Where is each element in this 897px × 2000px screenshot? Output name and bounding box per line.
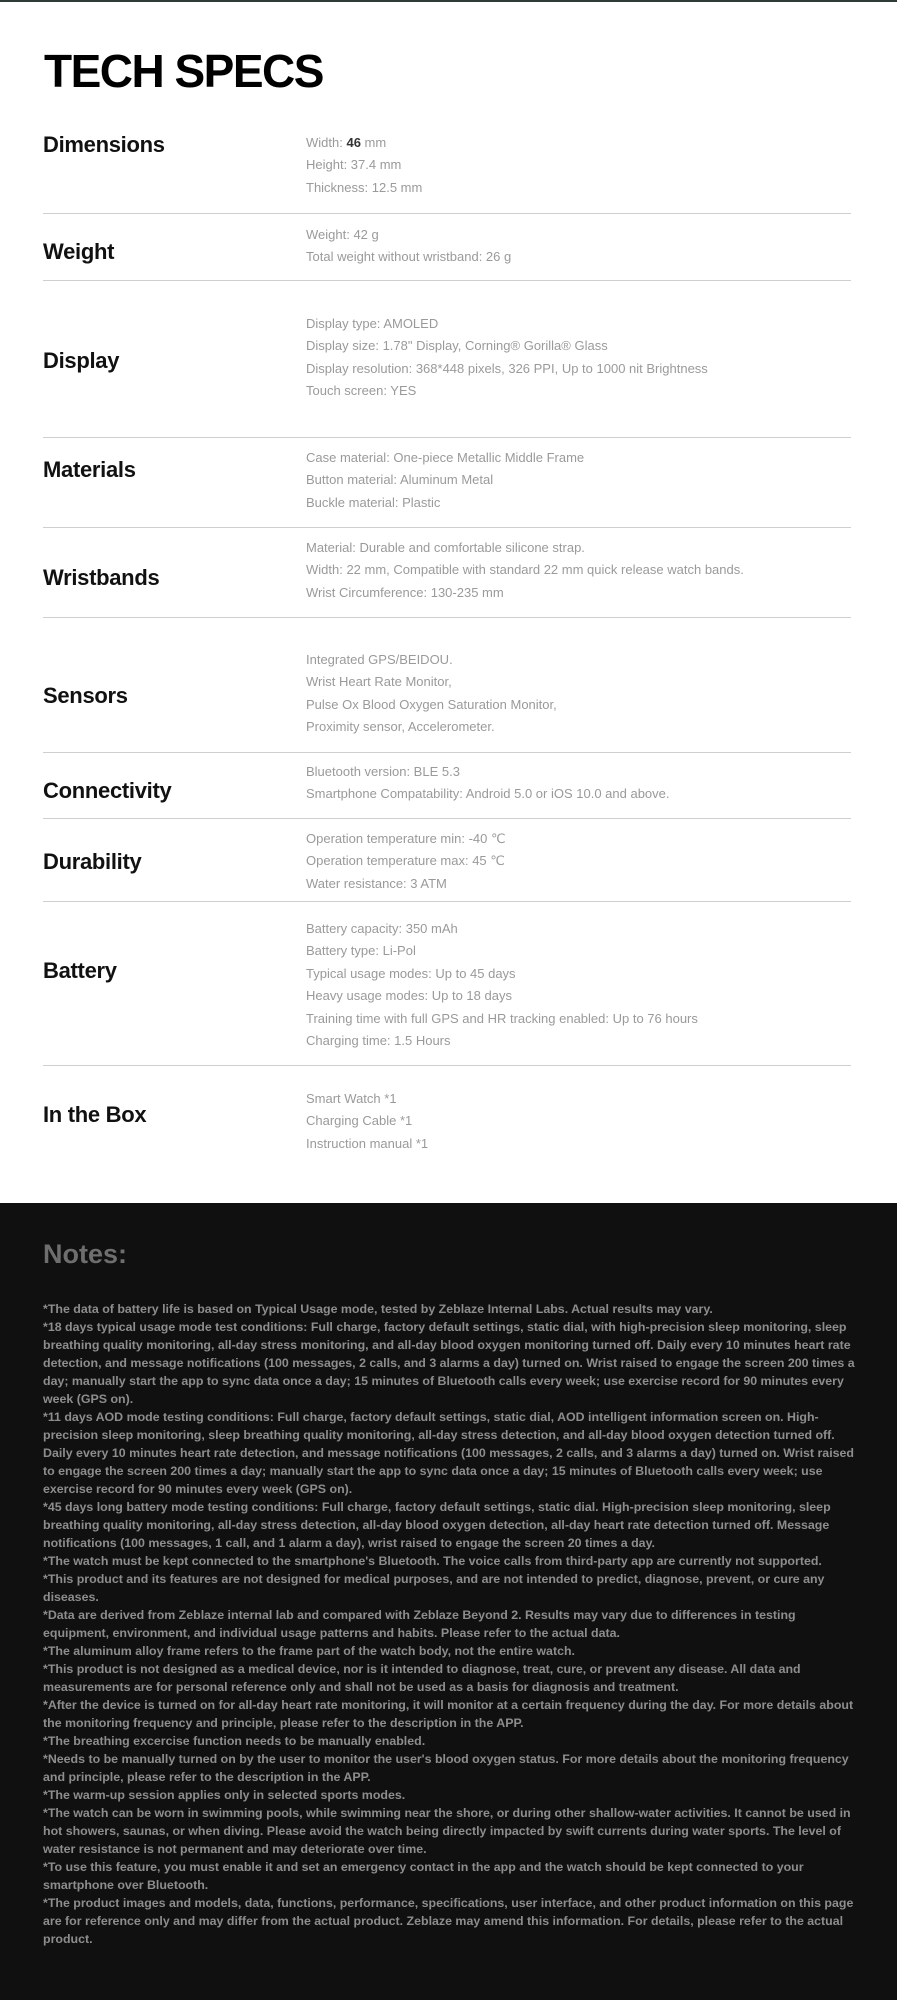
spec-value: Charging time: 1.5 Hours — [306, 1033, 451, 1049]
spec-value: Instruction manual *1 — [306, 1135, 429, 1151]
spec-value: Training time with full GPS and HR tracking enabled: Up to 76 hours — [306, 1010, 698, 1026]
note-item: *After the device is turned on for all-day heart rate monitoring, it will monitor at a certain frequency during the day. For more details about the monitoring frequency and principle, please refer to the description in the APP. — [43, 1698, 854, 1730]
divider — [43, 437, 851, 438]
spec-values — [306, 649, 557, 739]
divider — [43, 527, 851, 528]
spec-value-width: Width: 46 mm — [306, 135, 387, 150]
spec-value: Water resistance: 3 ATM — [306, 875, 447, 891]
note-item: *The watch must be kept connected to the smartphone's Bluetooth. The voice calls from third-party app are currently not supported. — [43, 1554, 822, 1568]
divider — [43, 1065, 851, 1066]
spec-value: Operation temperature min: -40 ℃ — [306, 831, 506, 846]
width-number: 46 — [346, 135, 361, 150]
note-item: *11 days AOD mode testing conditions: Full charge, factory default settings, static dial, AOD intelligent information screen on. High-precision sleep monitoring, sleep breathing quality monitoring, all-day stress detection, and all-day blood oxygen detection turned off. Daily every 10 minutes heart rate detection, and message notifications (100 messages, 2 calls, and 3 alarms a day) turned on. Wrist raised to engage the screen 200 times a day; manually start the app to sync data once a day; 15 minutes of Bluetooth calls every week; use exercise record for 90 minutes every week (GPS on). — [43, 1410, 854, 1496]
spec-value: Smartphone Compatability: Android 5.0 or iOS 10.0 and above. — [306, 786, 670, 802]
note-item: *45 days long battery mode testing conditions: Full charge, factory default settings, static dial. High-precision sleep monitoring, sleep breathing quality monitoring, all-day stress detection, all-day blood oxygen detection, all-day heart rate detection turned off. Message notifications (100 messages, 1 call, and 1 alarm a day), wrist raised to engage the screen 20 times a day. — [43, 1500, 831, 1550]
spec-value: Width: 22 mm, Compatible with standard 22 mm quick release watch bands. — [306, 562, 744, 578]
spec-value: Display size: 1.78" Display, Corning® Gorilla® Glass — [306, 338, 608, 354]
spec-values — [306, 224, 511, 269]
spec-value: Operation temperature max: 45 ℃ — [306, 853, 505, 869]
spec-label: Display — [43, 348, 120, 373]
tech-specs-section — [0, 2, 897, 1203]
divider — [43, 901, 851, 902]
spec-values — [306, 537, 744, 604]
note-item: *The breathing excercise function needs to be manually enabled. — [43, 1734, 426, 1748]
spec-value: Weight: 42 g — [306, 227, 379, 242]
spec-label: In the Box — [43, 1102, 147, 1127]
spec-values — [306, 447, 584, 514]
spec-label: Wristbands — [43, 565, 160, 590]
note-item: *The warm-up session applies only in selected sports modes. — [43, 1788, 406, 1802]
note-item: *Needs to be manually turned on by the user to monitor the user's blood oxygen status. For more details about the monitoring frequency and principle, please refer to the description in the APP. — [43, 1752, 849, 1784]
note-item: *This product and its features are not designed for medical purposes, and are not intended to predict, diagnose, prevent, or cure any diseases. — [43, 1572, 825, 1604]
spec-values — [306, 1088, 428, 1155]
spec-value: Buckle material: Plastic — [306, 494, 441, 510]
divider — [43, 617, 851, 618]
divider — [43, 280, 851, 281]
spec-values — [306, 313, 708, 403]
spec-value: Pulse Ox Blood Oxygen Saturation Monitor, — [306, 696, 557, 712]
divider — [43, 752, 851, 753]
spec-label: Weight — [43, 239, 115, 264]
divider — [43, 818, 851, 819]
spec-value: Case material: One-piece Metallic Middle Frame — [306, 450, 585, 465]
spec-value: Integrated GPS/BEIDOU. — [306, 652, 453, 667]
spec-label: Durability — [43, 849, 142, 874]
note-item: *To use this feature, you must enable it and set an emergency contact in the app and the watch should be kept connected to your smartphone over Bluetooth. — [43, 1860, 804, 1892]
note-item: *The product images and models, data, functions, performance, specifications, user interface, and other product information on this page are for reference only and may differ from the actual product. Zeblaze may amend this information. For details, please refer to the actual product. — [43, 1896, 854, 1946]
spec-value: Charging Cable *1 — [306, 1113, 413, 1129]
spec-value: Button material: Aluminum Metal — [306, 472, 494, 488]
spec-values — [306, 761, 670, 806]
spec-value: Height: 37.4 mm — [306, 157, 402, 173]
notes-section — [0, 1203, 897, 2000]
spec-value: Thickness: 12.5 mm — [306, 179, 423, 195]
page-title: TECH SPECS — [44, 45, 323, 97]
spec-value: Total weight without wristband: 26 g — [306, 249, 512, 265]
spec-value: Wrist Circumference: 130-235 mm — [306, 584, 504, 600]
note-item: *The data of battery life is based on Typical Usage mode, tested by Zeblaze Internal Labs. Actual results may vary. — [43, 1302, 713, 1316]
spec-values — [306, 828, 506, 895]
note-item: *Data are derived from Zeblaze internal lab and compared with Zeblaze Beyond 2. Results may vary due to differences in testing equipment, environment, and individual usage patterns and habits. Please refer to the actual data. — [43, 1608, 796, 1640]
divider — [43, 213, 851, 214]
spec-value: Smart Watch *1 — [306, 1091, 397, 1106]
notes-body — [43, 1300, 858, 1948]
spec-value: Bluetooth version: BLE 5.3 — [306, 764, 460, 779]
note-item: *This product is not designed as a medical device, nor is it intended to diagnose, treat, cure, or prevent any disease. All data and measurements are for personal reference only and shall not be used as a basis for diagnosis and treatment. — [43, 1662, 801, 1694]
spec-value: Typical usage modes: Up to 45 days — [306, 965, 516, 981]
notes-title: Notes: — [43, 1239, 128, 1269]
spec-label: Sensors — [43, 683, 128, 708]
spec-value: Touch screen: YES — [306, 383, 417, 399]
spec-values — [306, 918, 698, 1052]
spec-value: Battery type: Li-Pol — [306, 943, 416, 959]
spec-label: Materials — [43, 457, 136, 482]
note-item: *The aluminum alloy frame refers to the frame part of the watch body, not the entire watch. — [43, 1644, 575, 1658]
spec-value: Display resolution: 368*448 pixels, 326 PPI, Up to 1000 nit Brightness — [306, 360, 708, 376]
spec-value: Heavy usage modes: Up to 18 days — [306, 988, 512, 1004]
note-item: *The watch can be worn in swimming pools, while swimming near the shore, or during other shallow-water activities. It cannot be used in hot showers, saunas, or when diving. Please avoid the watch being directly impacted by swift currents during water sports. The level of water resistance is not permanent and may deteriorate over time. — [43, 1806, 851, 1856]
spec-value: Battery capacity: 350 mAh — [306, 921, 458, 936]
spec-value: Wrist Heart Rate Monitor, — [306, 674, 452, 690]
spec-value: Material: Durable and comfortable silicone strap. — [306, 540, 585, 555]
note-item: *18 days typical usage mode test conditions: Full charge, factory default settings, static dial, with high-precision sleep monitoring, sleep breathing quality monitoring, all-day stress monitoring, and all-day blood oxygen monitoring turned off. Daily every 10 minutes heart rate detection, and message notifications (100 messages, 2 calls, and 3 alarms a day) turned on. Wrist raised to engage the screen 200 times a day; manually start the app to sync data once a day; 15 minutes of Bluetooth calls every week; use exercise record for 90 minutes every week (GPS on). — [43, 1320, 855, 1406]
spec-value: Display type: AMOLED — [306, 316, 439, 331]
spec-label: Dimensions — [43, 132, 165, 157]
spec-value: Proximity sensor, Accelerometer. — [306, 719, 495, 735]
spec-label: Connectivity — [43, 778, 172, 803]
spec-label: Battery — [43, 958, 117, 983]
spec-values — [306, 132, 422, 199]
